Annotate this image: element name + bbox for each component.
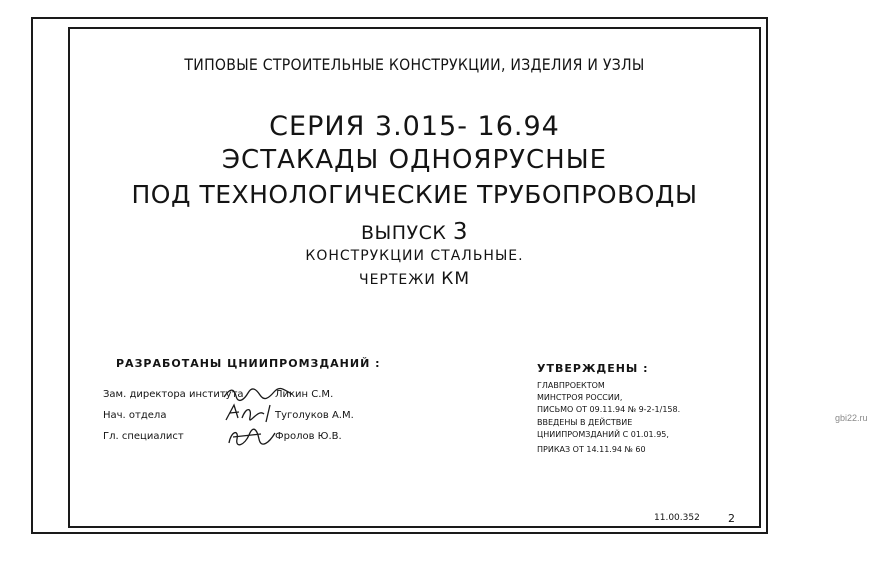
series-number: СЕРИЯ 3.015- 16.94 [269,111,560,142]
handwritten-signature [222,402,294,424]
series-category-header: ТИПОВЫЕ СТРОИТЕЛЬНЫЕ КОНСТРУКЦИИ, ИЗДЕЛИЯ И УЗЛЫ [184,55,645,74]
site-watermark: gbi22.ru [835,413,868,423]
approval-line: ЦНИИПРОМЗДАНИЙ С 01.01.95, [537,430,669,439]
signer-role: Зам. директора института [103,389,244,400]
sheet-number: 2 [728,512,735,525]
approval-line: ПРИКАЗ ОТ 14.11.94 № 60 [537,445,646,454]
signature-row [103,431,342,442]
signer-name: Фролов Ю.В. [275,431,342,442]
developed-by-heading: РАЗРАБОТАНЫ ЦНИИПРОМЗДАНИЙ : [116,357,381,370]
approved-by-heading: УТВЕРЖДЕНЫ : [537,362,649,375]
approval-line: ВВЕДЕНЫ В ДЕЙСТВИЕ [537,418,633,427]
subtitle-line-2 [68,269,761,289]
drawing-code: КМ [441,269,471,289]
handwritten-signature [222,386,294,402]
title-line-2: ПОД ТЕХНОЛОГИЧЕСКИЕ ТРУБОПРОВОДЫ [131,180,698,209]
signer-name: Туголуков А.М. [275,410,354,421]
approval-line: МИНСТРОЯ РОССИИ, [537,393,623,402]
title-line-1: ЭСТАКАДЫ ОДНОЯРУСНЫЕ [221,145,608,175]
subtitle-line-1: КОНСТРУКЦИИ СТАЛЬНЫЕ. [305,248,524,264]
signer-role: Гл. специалист [103,431,184,442]
subtitle-prefix: ЧЕРТЕЖИ [358,272,436,288]
issue-number: 3 [452,219,469,245]
handwritten-signature [225,425,285,447]
approval-line: ПИСЬМО ОТ 09.11.94 № 9-2-1/158. [537,405,681,414]
issue-label: ВЫПУСК [360,222,447,244]
signature-row [103,389,333,400]
approval-line: ГЛАВПРОЕКТОМ [537,381,605,390]
document-code: 11.00.352 [654,513,700,523]
signer-name: Ликин С.М. [275,389,334,400]
signer-role: Нач. отдела [103,410,167,421]
issue-line [68,219,761,245]
